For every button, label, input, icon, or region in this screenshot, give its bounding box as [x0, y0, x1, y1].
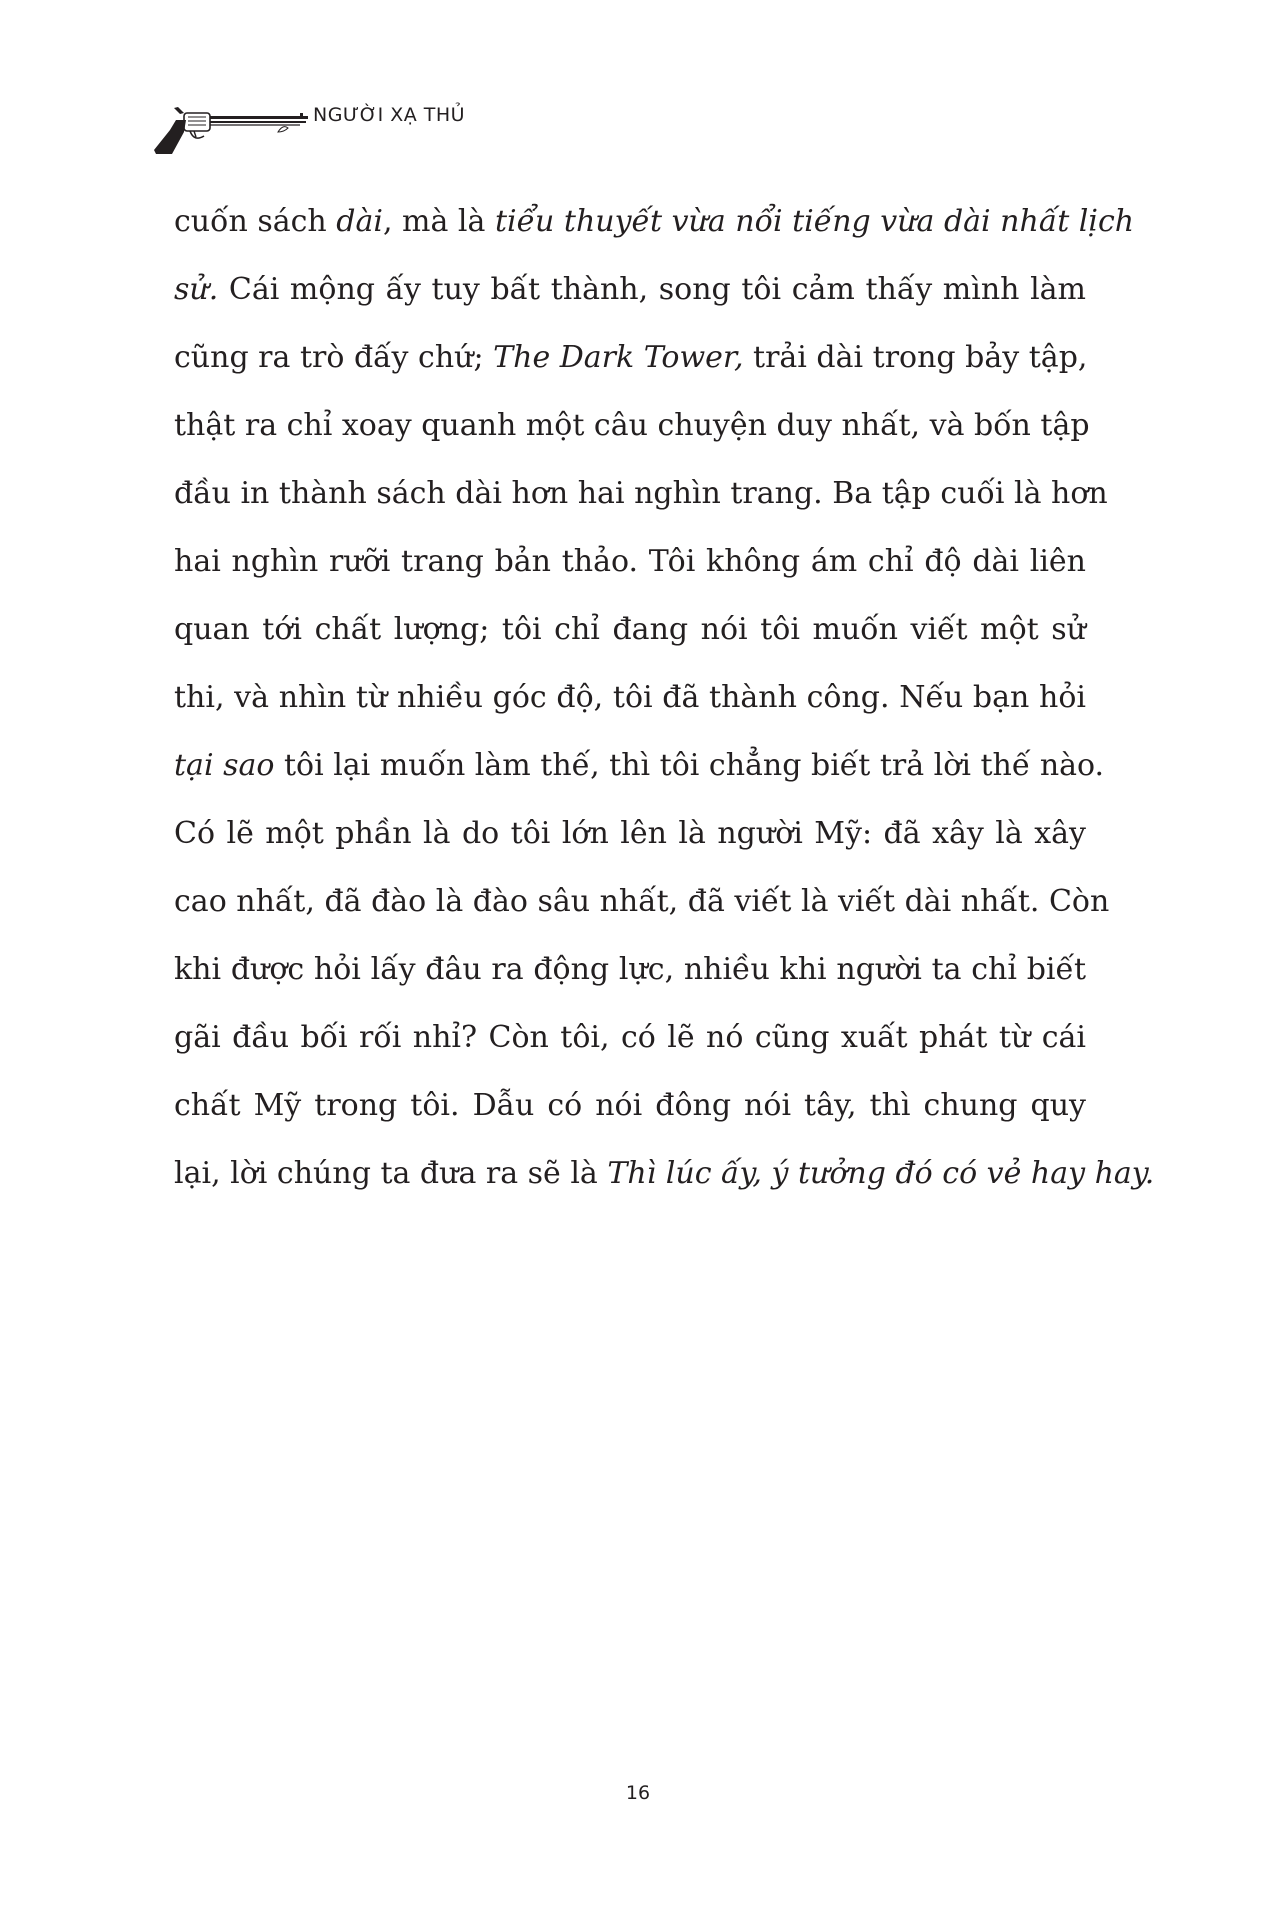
text-line: [174, 1140, 1155, 1208]
revolver-icon: [150, 106, 310, 158]
text-segment: cũng ra trò đấy chứ;: [174, 340, 494, 375]
text-line: [174, 460, 1108, 528]
text-segment: , mà là: [382, 204, 495, 239]
text-line: [174, 664, 1086, 732]
text-line: [174, 1004, 1086, 1072]
text-line: [174, 528, 1086, 596]
italic-text: The Dark Tower,: [493, 340, 744, 375]
running-header: [150, 100, 550, 160]
text-segment: thi, và nhìn từ nhiều góc độ, tôi đã thành công. Nếu bạn hỏi: [174, 680, 1086, 715]
text-line: [174, 596, 1086, 664]
text-segment: hai nghìn rưỡi trang bản thảo. Tôi không ám chỉ độ dài liên: [174, 544, 1086, 579]
page-number: 16: [625, 1782, 651, 1804]
italic-text: sử.: [174, 272, 219, 307]
text-line: [174, 392, 1090, 460]
text-segment: trải dài trong bảy tập,: [743, 340, 1088, 375]
text-segment: cuốn sách: [174, 204, 337, 239]
italic-text: dài: [336, 204, 383, 239]
text-segment: quan tới chất lượng; tôi chỉ đang nói tôi muốn viết một sử: [174, 612, 1086, 647]
running-title: NGƯỜI XẠ THỦ: [313, 104, 466, 126]
text-line: [174, 256, 1086, 324]
text-line: [174, 936, 1086, 1004]
text-line: [174, 868, 1110, 936]
text-line: [174, 1072, 1086, 1140]
body-text: [174, 188, 1155, 1208]
text-segment: Cái mộng ấy tuy bất thành, song tôi cảm thấy mình làm: [218, 272, 1086, 307]
text-line: [174, 188, 1135, 256]
text-segment: chất Mỹ trong tôi. Dẫu có nói đông nói tây, thì chung quy: [174, 1088, 1086, 1123]
text-segment: Có lẽ một phần là do tôi lớn lên là người Mỹ: đã xây là xây: [174, 816, 1086, 851]
text-segment: thật ra chỉ xoay quanh một câu chuyện duy nhất, và bốn tập: [174, 408, 1090, 443]
text-line: [174, 732, 1105, 800]
text-segment: khi được hỏi lấy đâu ra động lực, nhiều khi người ta chỉ biết: [174, 952, 1086, 987]
text-segment: lại, lời chúng ta đưa ra sẽ là: [174, 1156, 608, 1191]
italic-text: Thì lúc ấy, ý tưởng đó có vẻ hay hay.: [607, 1156, 1155, 1191]
text-line: [174, 800, 1086, 868]
italic-text: tiểu thuyết vừa nổi tiếng vừa dài nhất lịch: [494, 204, 1135, 239]
text-segment: đầu in thành sách dài hơn hai nghìn trang. Ba tập cuối là hơn: [174, 476, 1108, 511]
text-line: [174, 324, 1086, 392]
text-segment: tôi lại muốn làm thế, thì tôi chẳng biết trả lời thế nào.: [274, 748, 1105, 783]
text-segment: gãi đầu bối rối nhỉ? Còn tôi, có lẽ nó cũng xuất phát từ cái: [174, 1020, 1086, 1055]
italic-text: tại sao: [174, 748, 275, 783]
text-segment: cao nhất, đã đào là đào sâu nhất, đã viết là viết dài nhất. Còn: [174, 884, 1110, 919]
